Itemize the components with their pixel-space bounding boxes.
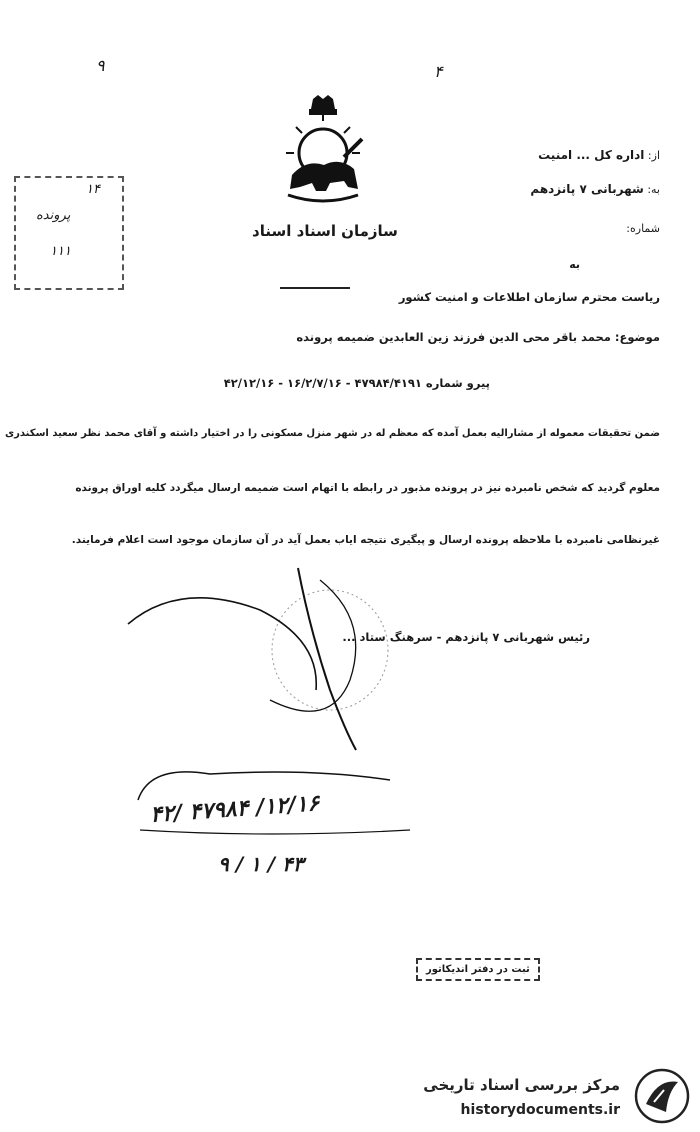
- recipient-prefix: به: [569, 258, 580, 271]
- corner-number-right: ۴: [434, 62, 443, 81]
- footer-brand-url: historydocuments.ir: [460, 1102, 620, 1118]
- footer-brand[interactable]: [410, 1068, 690, 1124]
- footer-logo-icon: [634, 1068, 690, 1124]
- lion-and-sun-emblem: [278, 95, 368, 205]
- left-register-stamp: [14, 176, 124, 290]
- meta-subject-value: شهربانی ۷ پانزدهم: [530, 182, 644, 196]
- signature-scribble: [120, 560, 420, 760]
- handwritten-underline: [130, 760, 420, 840]
- footer-brand-name: مرکز بررسی اسناد تاریخی: [423, 1076, 620, 1094]
- signature-line: رئیس شهربانی ۷ پانزدهم - سرهنگ ستاد ...: [342, 630, 590, 644]
- reference-line: پیرو شماره ۴۷۹۸۴/۴۱۹۱ - ۱۶/۲/۷/۱۶ - ۴۲/۱۲/۱۶: [223, 376, 490, 390]
- meta-subject-row: [530, 182, 660, 196]
- meta-to-value: اداره کل ... امنیت: [538, 148, 645, 162]
- left-stamp-line3: ۱۱۱: [50, 244, 71, 259]
- registration-stamp-text: ثبت در دفتر اندیکاتور: [426, 964, 530, 975]
- handwritten-line-1: ۴۲/ ۴۷۹۸۴ /۱۲/۱۶: [149, 790, 321, 828]
- handwritten-line-2: ۹ / ۱ / ۴۳: [218, 852, 304, 876]
- organization-name: سازمان اسناد اسناد: [252, 222, 398, 240]
- paragraph-line-3: غیرنظامی نامبرده با ملاحظه پرونده ارسال و پیگیری نتیجه ایاب بعمل آید در آن سازمان موجود است اعلام فرمایند.: [71, 534, 660, 546]
- registration-stamp: [416, 958, 540, 981]
- meta-subject-label: به:: [647, 183, 660, 196]
- paragraph-line-1: ضمن تحقیقات معموله از مشارالیه بعمل آمده که معظم له در شهر منزل مسکونی را در اختیار داشته و آقای محمد نظر سعید اسکندری: [4, 428, 660, 439]
- meta-to-row: [538, 148, 660, 162]
- paragraph-line-2: معلوم گردید که شخص نامبرده نیز در پرونده مذبور در رابطه با اتهام است ضمیمه ارسال میگردد کلیه اوراق پرونده: [75, 482, 660, 494]
- recipient-line: ریاست محترم سازمان اطلاعات و امنیت کشور: [398, 290, 660, 304]
- corner-number-left: ۹: [96, 56, 105, 75]
- meta-number-label: شماره:: [626, 222, 660, 235]
- subject-line: موضوع: محمد باقر محی الدین فرزند زین العابدین ضمیمه پرونده: [296, 330, 660, 344]
- left-stamp-line2: پرونده: [36, 208, 71, 223]
- meta-to-label: از:: [647, 149, 660, 162]
- left-stamp-line1: ۱۴: [86, 182, 100, 197]
- header-underline: [280, 287, 350, 289]
